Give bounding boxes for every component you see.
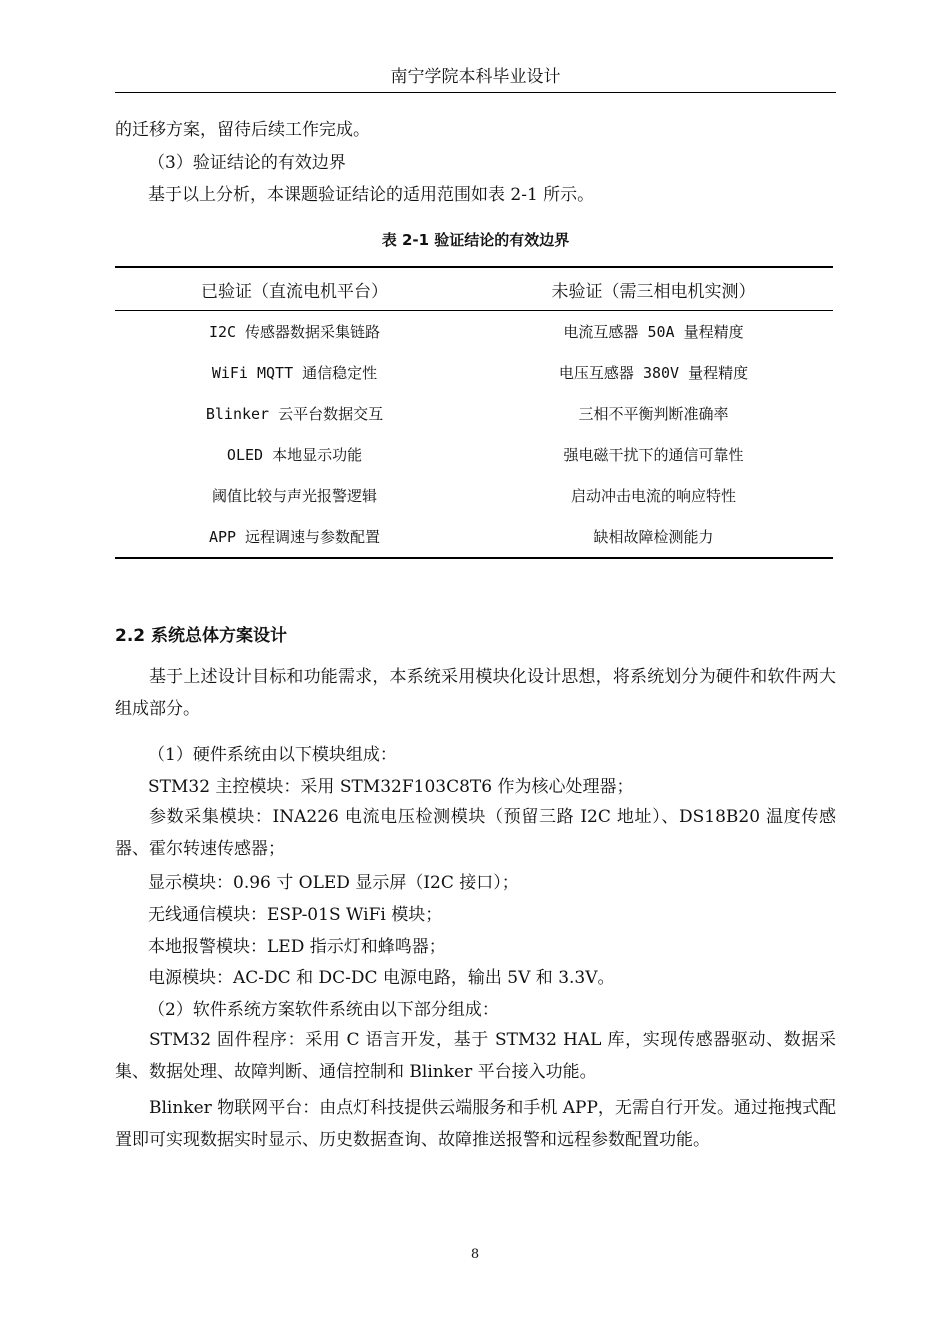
hardware-item-alarm: 本地报警模块：LED 指示灯和蜂鸣器； (148, 937, 446, 957)
section-title: 2.2 系统总体方案设计 (115, 626, 288, 646)
table-caption: 表 2-1 验证结论的有效边界 (381, 231, 570, 249)
intro-line-2: （3）验证结论的有效边界 (148, 153, 346, 173)
validation-boundary-table (115, 266, 833, 559)
table-header-validated: 已验证（直流电机平台） (115, 267, 474, 311)
hardware-item-power: 电源模块：AC-DC 和 DC-DC 电源电路，输出 5V 和 3.3V。 (148, 968, 615, 988)
intro-line-1: 的迁移方案，留待后续工作完成。 (115, 120, 370, 140)
hardware-title: （1）硬件系统由以下模块组成： (148, 745, 397, 765)
table-cell: OLED 本地显示功能 (226, 446, 363, 464)
hardware-item-display: 显示模块：0.96 寸 OLED 显示屏（I2C 接口）； (148, 873, 519, 893)
table-row (115, 393, 833, 434)
table-row (115, 311, 833, 353)
table-row (115, 352, 833, 393)
hardware-item-sensing: 参数采集模块：INA226 电流电压检测模块（预留三路 I2C 地址）、DS18B20 温度传感器、霍尔转速传感器； (115, 807, 836, 859)
hardware-item-mcu: STM32 主控模块：采用 STM32F103C8T6 作为核心处理器； (148, 777, 634, 797)
table-cell: 强电磁干扰下的通信可靠性 (563, 446, 744, 464)
table-cell: 阈值比较与声光报警逻辑 (211, 487, 377, 505)
table-cell: 三相不平衡判断准确率 (578, 405, 729, 423)
intro-line-3: 基于以上分析，本课题验证结论的适用范围如表 2-1 所示。 (148, 185, 595, 205)
table-cell: APP 远程调速与参数配置 (115, 516, 474, 558)
table-cell: Blinker 云平台数据交互 (205, 405, 384, 423)
section-paragraph: 基于上述设计目标和功能需求，本系统采用模块化设计思想，将系统划分为硬件和软件两大组成部分。 (115, 667, 836, 719)
table-cell: 电压互感器 380V 量程精度 (558, 364, 749, 382)
software-paragraph-blinker: Blinker 物联网平台：由点灯科技提供云端服务和手机 APP，无需自行开发。通过拖拽式配置即可实现数据实时显示、历史数据查询、故障推送报警和远程参数配置功能。 (115, 1098, 836, 1150)
table-cell: 缺相故障检测能力 (474, 516, 833, 558)
table-cell: I2C 传感器数据采集链路 (208, 323, 381, 341)
table-cell: 启动冲击电流的响应特性 (570, 487, 736, 505)
table-cell: WiFi MQTT 通信稳定性 (211, 364, 378, 382)
page-header: 南宁学院本科毕业设计 (115, 64, 836, 93)
page-number: 8 (470, 1247, 480, 1262)
table-row (115, 434, 833, 475)
table-row (115, 475, 833, 516)
software-title: （2）软件系统方案软件系统由以下部分组成： (148, 1000, 499, 1020)
table-row (115, 516, 833, 558)
table-cell: 电流互感器 50A 量程精度 (563, 323, 744, 341)
hardware-item-wireless: 无线通信模块：ESP-01S WiFi 模块； (148, 905, 443, 925)
table-header-row (115, 267, 833, 311)
table-header-unvalidated: 未验证（需三相电机实测） (474, 267, 833, 311)
software-paragraph-firmware: STM32 固件程序：采用 C 语言开发，基于 STM32 HAL 库，实现传感器驱动、数据采集、数据处理、故障判断、通信控制和 Blinker 平台接入功能。 (115, 1030, 836, 1082)
